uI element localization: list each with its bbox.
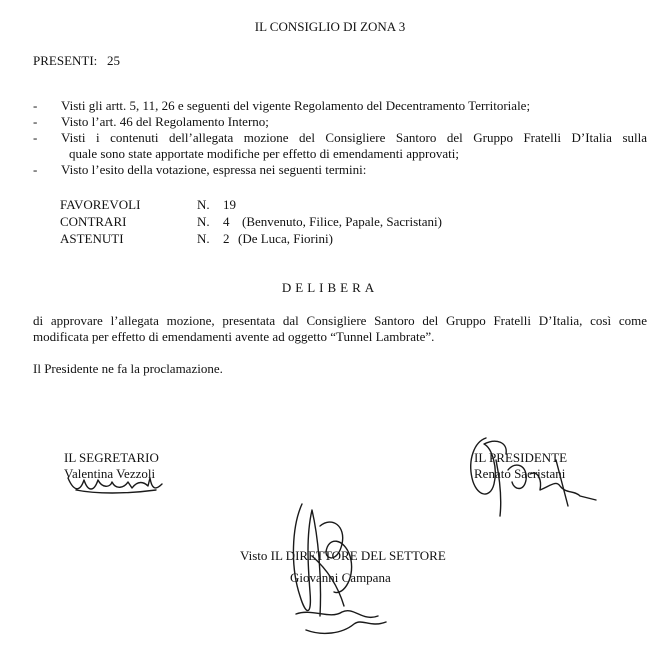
decision-text: di approvare l’allegata mozione, presentata dal Consigliere Santoro del Gruppo Fratelli D’Italia, così come modificata per effetto di emendamenti avente ad oggetto “Tunnel Lambrate”. <box>33 313 647 344</box>
vote-row-astenuti <box>60 231 560 248</box>
premise-text: Visto l’art. 46 del Regolamento Interno; <box>61 114 269 129</box>
vote-n: N. <box>197 214 210 229</box>
presidente-role: IL PRESIDENTE <box>474 450 568 465</box>
vote-results <box>60 197 560 248</box>
presidente-signature <box>456 430 606 520</box>
vote-count: 19 <box>223 197 236 212</box>
vote-row-contrari <box>60 214 560 231</box>
vote-label: ASTENUTI <box>60 231 124 246</box>
premise-text: Visti gli artt. 5, 11, 26 e seguenti del vigente Regolamento del Decentramento Territoriale; <box>61 98 531 113</box>
presenti-line <box>33 53 120 69</box>
vote-detail: (Benvenuto, Filice, Papale, Sacristani) <box>242 214 443 229</box>
presenti-value: 25 <box>107 53 121 68</box>
premise-item <box>33 130 647 162</box>
vote-count: 2 <box>223 231 230 246</box>
direttore-name: Giovanni Campana <box>290 570 391 585</box>
direttore-signature <box>282 496 392 646</box>
premise-text: Visto l’esito della votazione, espressa nei seguenti termini: <box>61 162 367 177</box>
vote-detail: (De Luca, Fiorini) <box>238 231 333 246</box>
premise-continuation: quale sono state apportate modifiche per effetto di emendamenti approvati; <box>69 146 459 161</box>
premise-dash: - <box>33 114 38 129</box>
vote-n: N. <box>197 231 210 246</box>
vote-count: 4 <box>223 214 230 229</box>
document-title: IL CONSIGLIO DI ZONA 3 <box>254 19 406 34</box>
segretario-name: Valentina Vezzoli <box>64 466 156 481</box>
vote-label: CONTRARI <box>60 214 127 229</box>
vote-n: N. <box>197 197 210 212</box>
delibera-heading: DELIBERA <box>281 280 379 295</box>
presidente-name: Renato Sacristani <box>474 466 566 481</box>
presenti-label: PRESENTI: <box>33 53 98 68</box>
direttore-role: Visto IL DIRETTORE DEL SETTORE <box>240 548 446 563</box>
segretario-role: IL SEGRETARIO <box>64 450 159 465</box>
vote-row-favorevoli <box>60 197 560 214</box>
vote-label: FAVOREVOLI <box>60 197 141 212</box>
proclamation-text: Il Presidente ne fa la proclamazione. <box>33 361 223 376</box>
segretario-signature <box>66 470 166 500</box>
premise-dash: - <box>33 130 38 145</box>
premise-dash: - <box>33 98 38 113</box>
premises-list <box>33 98 647 178</box>
premise-dash: - <box>33 162 38 177</box>
premise-item <box>33 98 647 114</box>
premise-item <box>33 114 647 130</box>
premise-item <box>33 162 647 178</box>
premise-text: Visti i contenuti dell’allegata mozione del Consigliere Santoro del Gruppo Fratelli D’Italia sulla <box>61 130 647 145</box>
